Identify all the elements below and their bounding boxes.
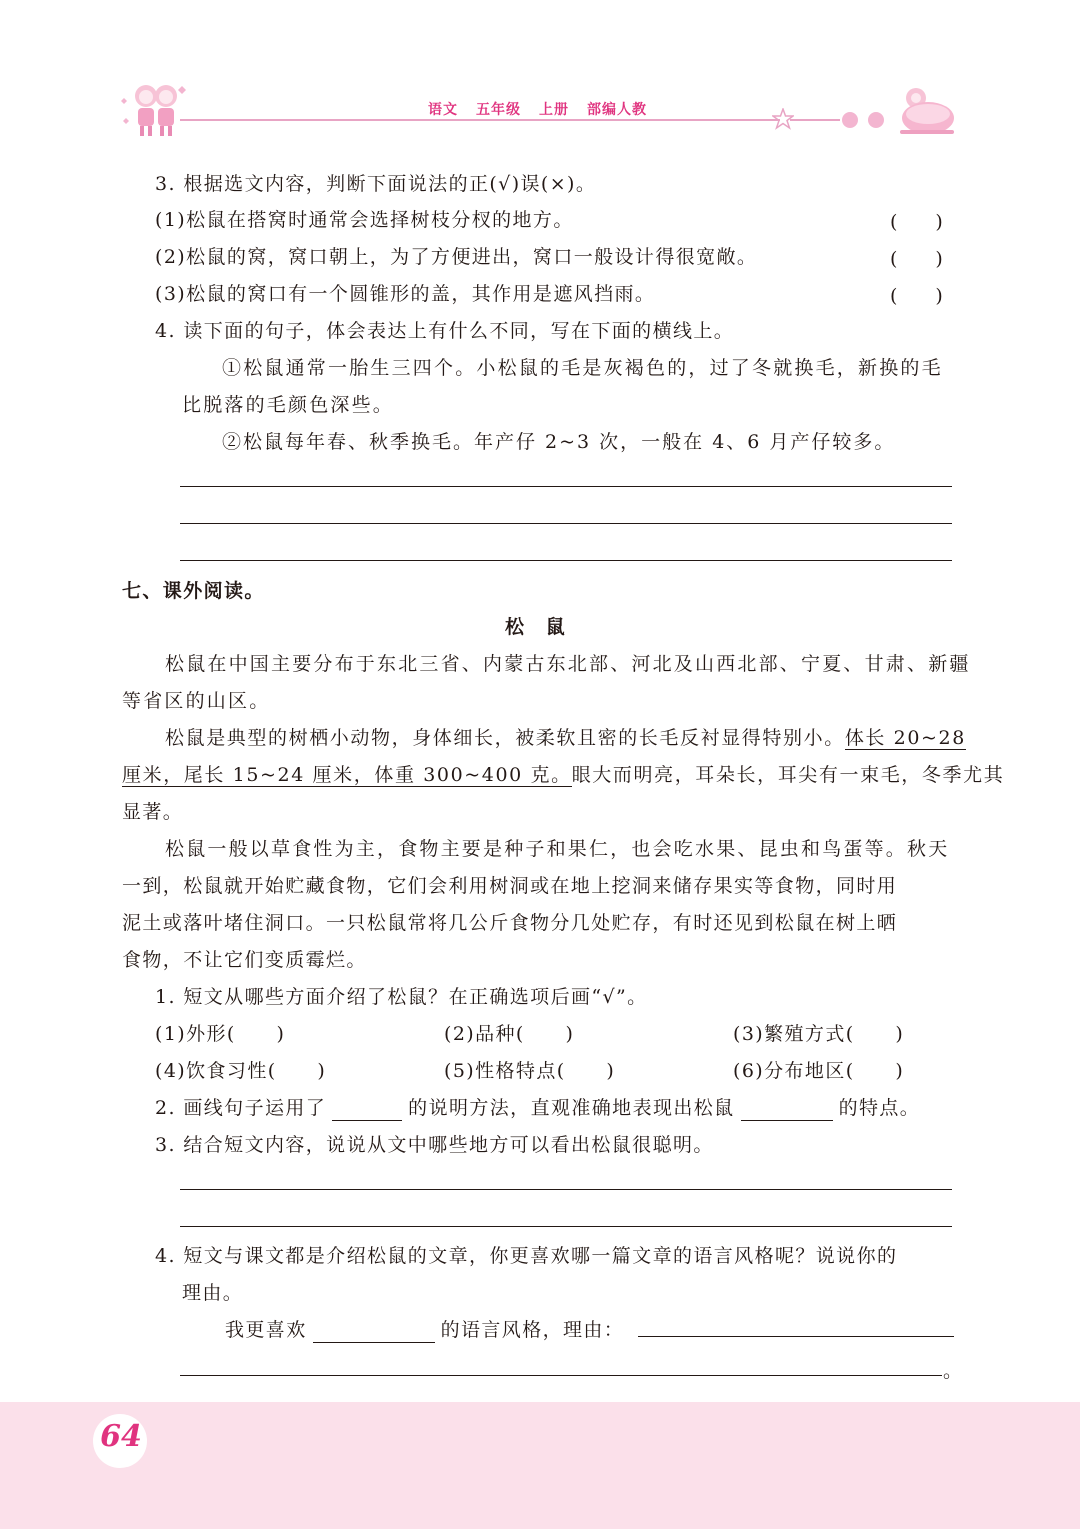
article-p3-line-1: 松鼠一般以草食性为主，食物主要是种子和果仁，也会吃水果、昆虫和鸟蛋等。秋天 [165, 838, 950, 860]
article-p2-text: 松鼠是典型的树栖小动物，身体细长，被柔软且密的长毛反衬显得特别小。 [165, 727, 845, 749]
q3-answer-3[interactable]: ( ) [890, 285, 943, 307]
underlined-sentence: 厘米，尾长 15~24 厘米，体重 300~400 克。 [122, 764, 572, 786]
article-p2-text: 眼大而明亮，耳朵长，耳尖有一束毛，冬季尤其 [571, 764, 1005, 786]
article-p2-line-2 [122, 762, 1004, 788]
s7-q1-option-5[interactable]: (5)性格特点( ) [444, 1060, 616, 1082]
q4-answer-line[interactable] [180, 486, 952, 487]
q4-sentence-1-line-2: 比脱落的毛颜色深些。 [182, 394, 395, 416]
s7-q2-blank-feature[interactable] [741, 1100, 833, 1121]
q3-title: 3. 根据选文内容，判断下面说法的正(√)误(×)。 [155, 173, 597, 195]
header-rule-right [790, 119, 840, 121]
s7-q1-option-2[interactable]: (2)品种( ) [444, 1023, 575, 1045]
q4-answer-line[interactable] [180, 560, 952, 561]
article-p2-line-1 [165, 725, 966, 751]
s7-q4-reason-line[interactable] [180, 1375, 942, 1376]
header-grade: 五年级 [476, 102, 521, 118]
s7-q4-end-mark: 。 [943, 1360, 964, 1382]
article-title: 松 鼠 [505, 616, 567, 638]
header-cake-illustration [894, 84, 956, 138]
q3-item-1: (1)松鼠在搭窝时通常会选择树枝分杈的地方。 [155, 209, 574, 231]
s7-q4-fill-text: 我更喜欢 [225, 1319, 307, 1341]
article-p3-line-3: 泥土或落叶堵住洞口。一只松鼠常将几公斤食物分几处贮存，有时还见到松鼠在树上晒 [122, 912, 898, 934]
header-subject: 语文 [428, 102, 458, 118]
article-p1-line-2: 等省区的山区。 [122, 690, 271, 712]
article-p3-line-4: 食物，不让它们变质霉烂。 [122, 949, 367, 971]
s7-q2-text: 的特点。 [838, 1097, 921, 1119]
q4-answer-line[interactable] [180, 523, 952, 524]
footer-band [0, 1402, 1080, 1529]
s7-q2-text: 的说明方法，直观准确地表现出松鼠 [408, 1097, 735, 1119]
s7-q2 [155, 1095, 920, 1121]
header-dot [868, 112, 884, 128]
s7-q4-fill [225, 1317, 624, 1343]
article-p1-line-1: 松鼠在中国主要分布于东北三省、内蒙古东北部、河北及山西北部、宁夏、甘肃、新疆 [165, 653, 971, 675]
s7-q3-answer-line[interactable] [180, 1226, 952, 1227]
s7-q4-reason-line[interactable] [638, 1336, 954, 1337]
s7-q1-option-1[interactable]: (1)外形( ) [155, 1023, 286, 1045]
header-star-icon [772, 108, 794, 134]
q3-answer-2[interactable]: ( ) [890, 248, 943, 270]
header-edition: 部编人教 [587, 102, 647, 118]
page-number: 64 [100, 1419, 142, 1454]
q3-answer-1[interactable]: ( ) [890, 211, 943, 233]
s7-q4-line-2: 理由。 [182, 1282, 244, 1304]
header-book-info [428, 99, 665, 119]
header-kids-illustration [118, 78, 198, 140]
s7-q4-line-1: 4. 短文与课文都是介绍松鼠的文章，你更喜欢哪一篇文章的语言风格呢？说说你的 [155, 1245, 898, 1267]
q3-item-3: (3)松鼠的窝口有一个圆锥形的盖，其作用是遮风挡雨。 [155, 283, 656, 305]
s7-q2-text: 2. 画线句子运用了 [155, 1097, 327, 1119]
q4-sentence-2: ②松鼠每年春、秋季换毛。年产仔 2~3 次，一般在 4、6 月产仔较多。 [222, 431, 896, 453]
article-p3-line-2: 一到，松鼠就开始贮藏食物，它们会利用树洞或在地上挖洞来储存果实等食物，同时用 [122, 875, 898, 897]
q4-sentence-1-line-1: ①松鼠通常一胎生三四个。小松鼠的毛是灰褐色的，过了冬就换毛，新换的毛 [222, 357, 943, 379]
s7-q1-title: 1. 短文从哪些方面介绍了松鼠？在正确选项后画“√”。 [155, 986, 648, 1008]
s7-q1-option-3[interactable]: (3)繁殖方式( ) [733, 1023, 905, 1045]
header-rule [180, 119, 780, 121]
q3-item-2: (2)松鼠的窝，窝口朝上，为了方便进出，窝口一般设计得很宽敞。 [155, 246, 758, 268]
s7-q1-option-4[interactable]: (4)饮食习性( ) [155, 1060, 327, 1082]
s7-q2-blank-method[interactable] [332, 1100, 402, 1121]
section-7-heading: 七、课外阅读。 [122, 580, 265, 602]
s7-q4-blank-article[interactable] [313, 1322, 435, 1343]
s7-q4-fill-text: 的语言风格，理由： [440, 1319, 625, 1341]
s7-q1-option-6[interactable]: (6)分布地区( ) [733, 1060, 905, 1082]
header-dot [842, 112, 858, 128]
s7-q3-title: 3. 结合短文内容，说说从文中哪些地方可以看出松鼠很聪明。 [155, 1134, 714, 1156]
header-volume: 上册 [539, 102, 569, 118]
underlined-sentence: 体长 20~28 [844, 727, 966, 749]
s7-q3-answer-line[interactable] [180, 1189, 952, 1190]
article-p2-line-3: 显著。 [122, 801, 184, 823]
q4-title: 4. 读下面的句子，体会表达上有什么不同，写在下面的横线上。 [155, 320, 735, 342]
